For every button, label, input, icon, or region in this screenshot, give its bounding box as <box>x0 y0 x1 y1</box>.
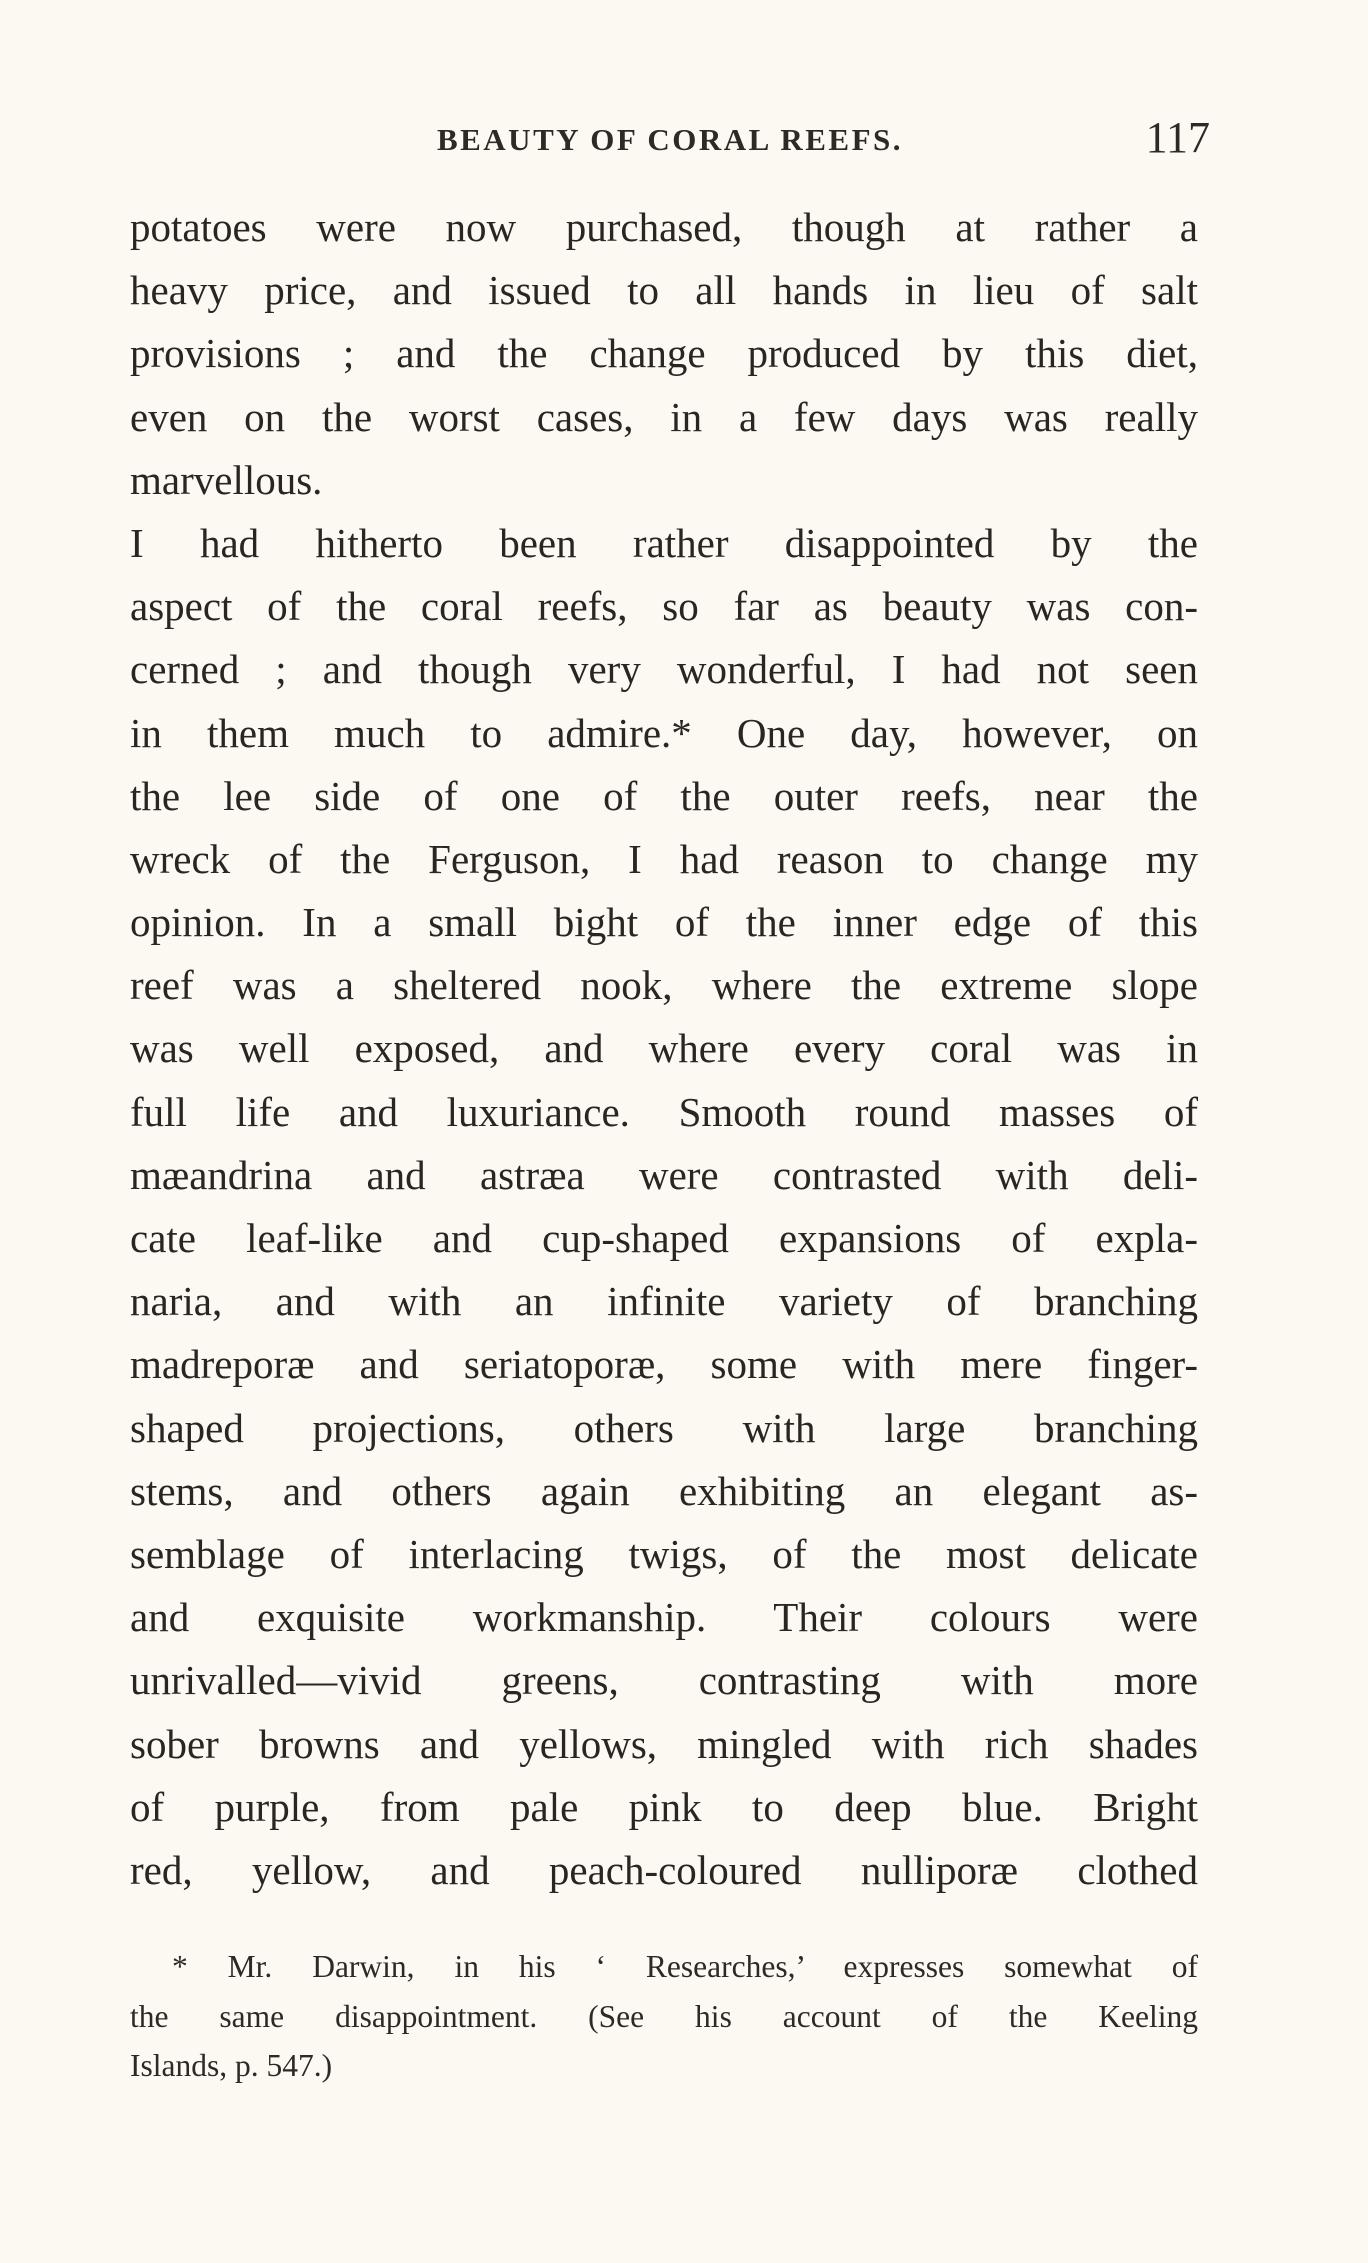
body-line: of purple, from pale pink to deep blue. Bright <box>130 1783 1198 1830</box>
body-line: was well exposed, and where every coral was in <box>130 1025 1198 1072</box>
page-number: 117 <box>1145 113 1210 162</box>
body-line: cate leaf-like and cup-shaped expansions of expla- <box>130 1215 1198 1261</box>
footnote-line: the same disappointment. (See his account of the Keeling <box>130 1998 1198 2034</box>
body-line: potatoes were now purchased, though at rather a <box>130 204 1198 250</box>
body-line: heavy price, and issued to all hands in lieu of salt <box>130 267 1198 314</box>
body-line: opinion. In a small bight of the inner edge of this <box>130 899 1198 946</box>
body-line: cerned ; and though very wonderful, I had not seen <box>130 646 1198 693</box>
body-line: unrivalled—vivid greens, contrasting with more <box>130 1657 1198 1704</box>
running-title: BEAUTY OF CORAL REEFS. <box>436 122 904 157</box>
body-line: even on the worst cases, in a few days was really <box>130 393 1198 440</box>
body-line: full life and luxuriance. Smooth round masses of <box>130 1088 1198 1135</box>
body-line: red, yellow, and peach-coloured nulliporæ clothed <box>130 1846 1198 1893</box>
body-line: marvellous. <box>130 456 323 503</box>
body-line: wreck of the Ferguson, I had reason to change my <box>130 835 1198 882</box>
body-line: in them much to admire.* One day, however, on <box>130 709 1198 756</box>
body-line: madreporæ and seriatoporæ, some with mere finger- <box>130 1341 1198 1388</box>
footnote-line: Islands, p. 547.) <box>130 2048 333 2083</box>
body-line: shaped projections, others with large branching <box>130 1404 1198 1451</box>
body-line: mæandrina and astræa were contrasted with deli- <box>130 1151 1198 1198</box>
body-text <box>130 196 1198 1902</box>
body-line: and exquisite workmanship. Their colours were <box>130 1594 1198 1641</box>
body-line: reef was a sheltered nook, where the extreme slope <box>130 962 1198 1009</box>
footnote-line: * Mr. Darwin, in his ‘ Researches,’ expresses somewhat of <box>172 1949 1198 1984</box>
body-line: stems, and others again exhibiting an elegant as- <box>130 1467 1198 1514</box>
body-line: semblage of interlacing twigs, of the most delicate <box>130 1530 1198 1577</box>
running-head <box>130 112 1210 172</box>
body-line: provisions ; and the change produced by this diet, <box>130 330 1198 377</box>
body-line: the lee side of one of the outer reefs, near the <box>130 772 1198 819</box>
body-line: aspect of the coral reefs, so far as beauty was con- <box>130 583 1198 630</box>
body-line: sober browns and yellows, mingled with rich shades <box>130 1720 1198 1767</box>
footnote <box>130 1942 1198 2091</box>
body-line: naria, and with an infinite variety of branching <box>130 1278 1198 1325</box>
body-line: I had hitherto been rather disappointed by the <box>130 519 1198 566</box>
